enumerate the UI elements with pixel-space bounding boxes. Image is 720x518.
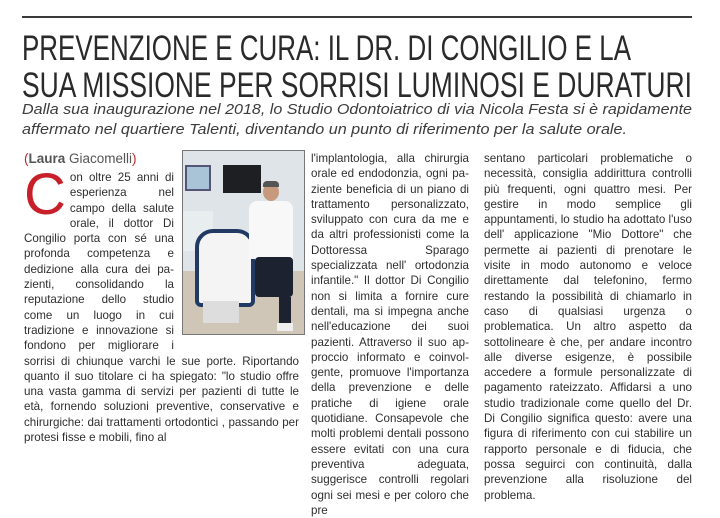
drop-cap: C <box>24 162 66 227</box>
article-header <box>0 0 720 145</box>
dentist-photo <box>182 150 305 335</box>
subtitle-line-2: affermato nel quartiere Talenti, diventando un punto di riferimento per la salute orale. <box>22 121 627 138</box>
column-1 <box>24 150 299 445</box>
author-last-name: Giacomelli <box>65 151 133 166</box>
headline-line-2: SUA MISSIONE PER SORRISI LUMINOSI E DURATURI <box>22 66 692 105</box>
author-first-name: Laura <box>28 151 66 166</box>
body-text-column-3: sentano particolari problematiche o necessità, consiglia addirittura controlli più frequenti, ogni quattro mesi. Per gestire in modo semplice gli appuntamenti, lo studio ha adottato l'uso dell' applicazione "Mio Dottore" che permette ai pazienti di prenotare le visite in modo autonomo e veloce direttamente dal telefonino, fermo restando la possibilità di chiamarlo in caso di qualsiasi urgenza o problematica. Un altro aspetto da sottolineare è che, per andare incontro alle diverse esigenze, è possibile accedere a formule personalizzate di pagamento rateizzato. Affidarsi a uno studio tradizionale come quello del Dr. Di Congilio significa questo: avere una figura di riferimento con cui stabilire un rapporto personale e di fiducia, che possa seguirci con continuità, dalla prevenzione alla risoluzione del problema. <box>484 152 692 502</box>
column-3 <box>484 151 692 503</box>
column-2 <box>311 151 469 518</box>
headline-line-1: PREVENZIONE E CURA: IL DR. DI CONGILIO E LA <box>22 29 632 68</box>
subtitle-line-1: Dalla sua inaugurazione nel 2018, lo Studio Odontoiatrico di via Nicola Festa si è rapidamente <box>22 101 692 118</box>
byline: (Laura Giacomelli) <box>24 151 137 166</box>
body-text-column-2: l'implantologia, alla chirurgia orale ed endodonzia, ogni paziente beneficia di un piano di trattamento personalizzato, sviluppato con cura da me e da altri professionisti come la Dottoressa Sparago specializzata nell' ortodonzia infantile." Il dottor Di Congilio non si limita a fornire cure dentali, ma si impegna anche nell'educazione dei suoi pazienti. Attraverso il suo approccio informato e coinvolgente, promuove l'importanza della prevenzione e delle pratiche di igiene orale quotidiane. Consapevole che molti problemi dentali possono essere evitati con una cura preventiva adeguata, suggerisce controlli regolari ogni sei mesi e per coloro che pre <box>311 152 469 517</box>
body-text-column-1: on oltre 25 anni di esperienza nel campo della salute orale, il dottor Di Congilio porta con sé una profonda competenza e dedizione alla cura dei pazienti, consolidando la reputazione dello studio come un luogo in cui tradizione e innovazione si fondono per migliorare i sorrisi di chiunque varchi le sue porte. Riportando quanto il suo titolare ci ha spiegato: "lo studio offre una vasta gamma di servizi per pazienti di tutte le età, fornendo soluzioni preventive, conservative e chirurgiche: dai trattamenti ortodontici , passando per protesi fisse e mobili, fino al <box>24 171 299 445</box>
